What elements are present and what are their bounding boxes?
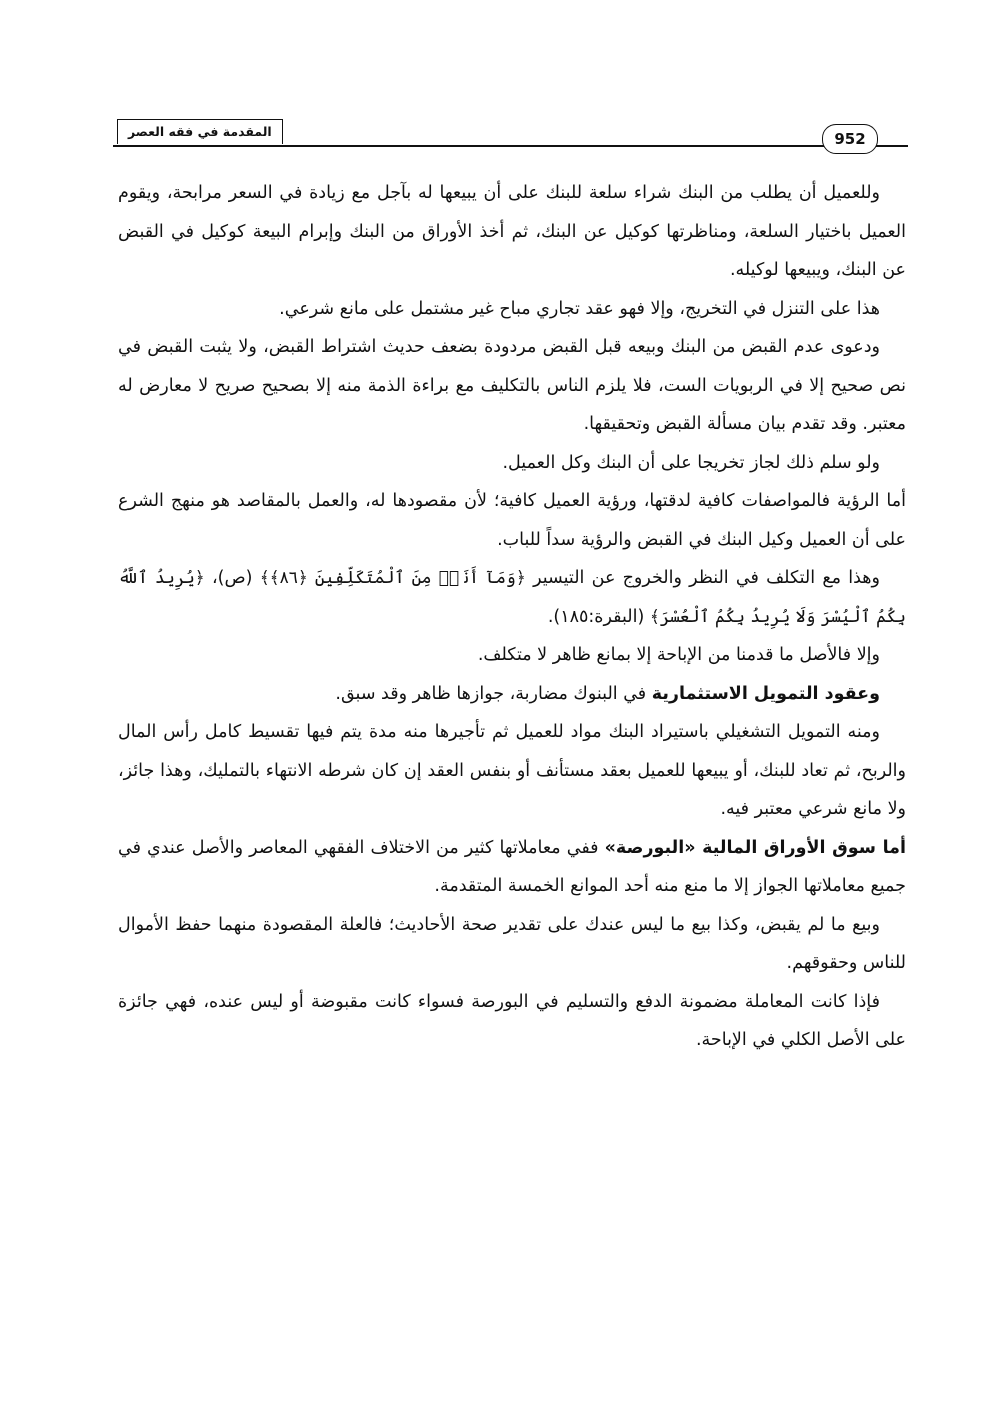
paragraph-investment [118,675,906,714]
page-header [113,116,908,150]
quran-verse-baqara: ﴿يُرِيدُ ٱللَّهُ بِكُمُ ٱلْيُسْرَ وَلَا يُرِيدُ بِكُمُ ٱلْعُسْرَ﴾ [118,568,906,627]
quran-verse-saad: ﴿وَمَآ أَنَا۠ مِنَ ٱلْمُتَكَلِّفِينَ ﴿٨٦﴾﴾ [259,568,526,588]
page-body [118,174,906,1060]
paragraph-murabaha: وللعميل أن يطلب من البنك شراء سلعة للبنك على أن يبيعها له بآجل مع زيادة في السعر مرابحة، ويقوم العميل باختيار السلعة، ومناظرتها كوكيل عن البنك، ثم أخذ الأوراق من البنك وإبرام البيعة كوكيل في القبض عن البنك، ويبيعها لوكيله. [118,183,906,280]
paragraph-bourse: فإذا كانت المعاملة مضمونة الدفع والتسليم في البورصة فسواء كانت مقبوضة أو ليس عنده، فهي جائزة على الأصل الكلي في الإباحة. [118,991,906,1050]
book-title: المقدمة في فقه العصر [117,119,283,144]
paragraph-takhrij: هذا على التنزل في التخريج، وإلا فهو عقد تجاري مباح غير مشتمل على مانع شرعي. [279,298,880,319]
investment-lead: وعقود التمويل الاستثمارية [651,683,880,704]
paragraph-qabd: ودعوى عدم القبض من البنك وبيعه قبل القبض مردودة بضعف حديث اشتراط القبض، ولا يثبت القبض في نص صحيح إلا في الربويات الست، فلا يلزم الناس بالتكليف مع براءة الذمة منه إلا بصحيح صريح لا معارض له معتبر. وقد تقدم بيان مسألة القبض وتحقيقها. [118,337,906,434]
quran-intro: وهذا مع التكلف في النظر والخروج عن التيسير [533,568,880,588]
paragraph-wakala: ولو سلم ذلك لجاز تخريجا على أن البنك وكل العميل. [502,452,880,473]
paragraph-ruya: أما الرؤية فالمواصفات كافية لدقتها، ورؤية العميل كافية؛ لأن مقصودها له، والعمل بالمقاصد هو منهج الشرع على أن العميل وكيل البنك في القبض والرؤية سداً للباب. [118,491,906,550]
quran-ref-baqara: (البقرة:١٨٥). [547,606,645,627]
paragraph-ibaha: وإلا فالأصل ما قدمنا من الإباحة إلا بمانع ظاهر لا متكلف. [477,645,880,665]
stock-market-lead: أما سوق الأوراق المالية «البورصة» [604,837,906,858]
paragraph-operational: ومنه التمويل التشغيلي باستيراد البنك مواد للعميل ثم تأجيرها منه مدة يتم فيها تقسيط كامل رأس المال والربح، ثم تعاد للبنك، أو يبيعها للعميل بعقد مستأنف أو بنفس العقد إن كان شرطه الانتهاء بالتمليك، وهذا جائز، ولا مانع شرعي معتبر فيه. [118,722,906,819]
paragraph-quran [118,559,906,636]
paragraph-stock-market [118,829,906,906]
stock-market-text: ففي معاملاتها كثير من الاختلاف الفقهي المعاصر والأصل عندي في جميع معاملاتها الجواز إلا ما منع منه أحد الموانع الخمسة المتقدمة. [118,837,906,896]
investment-text: في البنوك مضاربة، جوازها ظاهر وقد سبق. [335,683,647,704]
paragraph-bay: وبيع ما لم يقبض، وكذا بيع ما ليس عندك على تقدير صحة الأحاديث؛ فالعلة المقصودة منهما حفظ الأموال للناس وحقوقهم. [118,914,906,973]
quran-ref-saad: (ص)، [212,568,253,588]
header-rule [113,145,908,147]
page-number: 952 [822,124,878,154]
